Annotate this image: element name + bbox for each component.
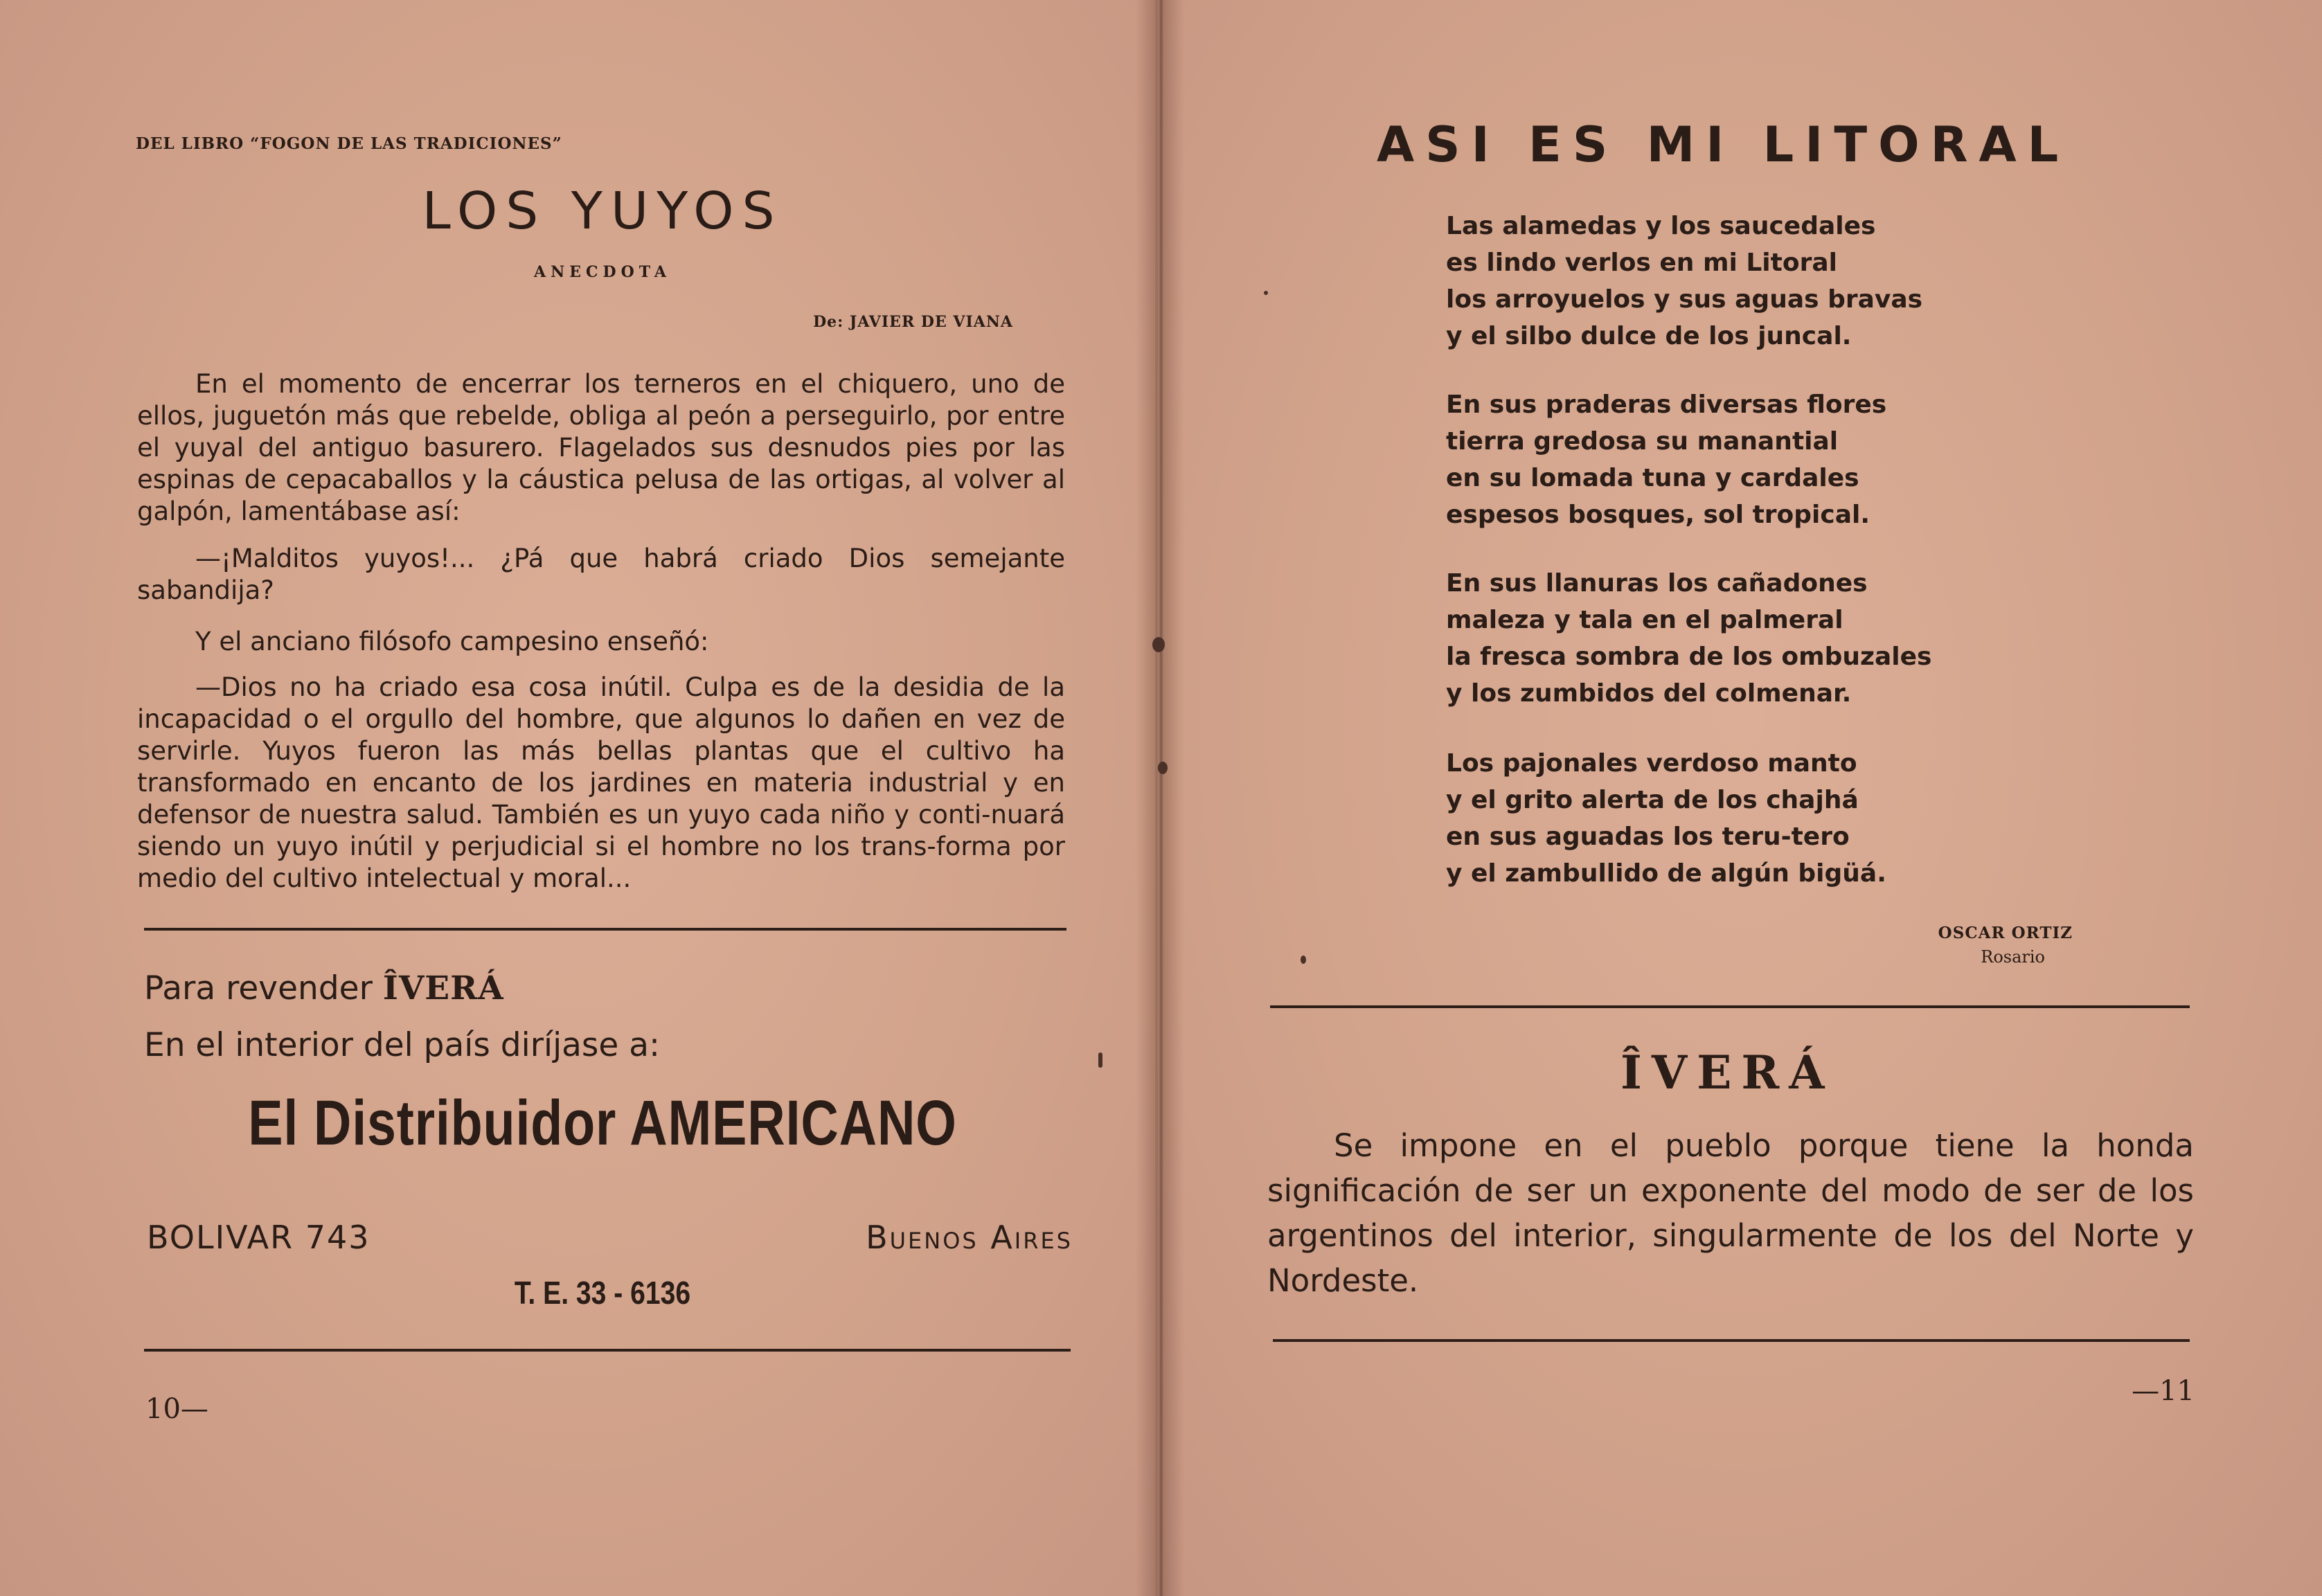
- poem-line: la fresca sombra de los ombuzales: [1446, 643, 1932, 671]
- binding-stitch: [1152, 637, 1165, 652]
- source-line: DEL LIBRO “FOGON DE LAS TRADICIONES”: [136, 134, 562, 153]
- ivera-title: ÎVERÁ: [1620, 1046, 1834, 1100]
- resell-brand: ÎVERÁ: [382, 969, 504, 1007]
- poem-line: espesos bosques, sol tropical.: [1446, 501, 1870, 529]
- poem-line: en sus aguadas los teru-tero: [1446, 823, 1850, 851]
- separator-rule: [1270, 1005, 2190, 1008]
- paper-speck: [1264, 291, 1268, 295]
- story-genre: ANECDOTA: [534, 263, 671, 281]
- poem-line: Las alamedas y los saucedales: [1446, 212, 1876, 240]
- poem-line: En sus llanuras los cañadones: [1446, 569, 1868, 598]
- ivera-description: Se impone en el pueblo porque tiene la honda significación de ser un exponente del modo de ser de los argentinos del interior, singularmente de los del Norte y Nordeste.: [1267, 1127, 2194, 1299]
- poem-title: ASI ES MI LITORAL: [1377, 116, 2070, 173]
- poem-stanza-3: [1446, 565, 1931, 712]
- poem-line: y el silbo dulce de los juncal.: [1446, 322, 1852, 350]
- story-paragraph-2: —¡Malditos yuyos!... ¿Pá que habrá criado Dios semejante sabandija?: [137, 544, 1065, 605]
- separator-rule: [144, 928, 1066, 931]
- distributor-phone: T. E. 33 - 6136: [514, 1275, 691, 1311]
- page-number-right: —11: [2132, 1375, 2195, 1407]
- distributor-city: Buenos Aires: [866, 1219, 1073, 1256]
- binding-stitch: [1158, 762, 1168, 774]
- poem-author: OSCAR ORTIZ: [1938, 924, 2073, 942]
- resell-line: [144, 969, 504, 1007]
- poem-author-city: Rosario: [1981, 947, 2045, 967]
- resell-prefix: Para revender: [144, 969, 373, 1007]
- separator-rule: [144, 1349, 1071, 1352]
- poem-line: En sus praderas diversas flores: [1446, 391, 1887, 419]
- paper-speck: [1301, 956, 1306, 964]
- poem-line: y el grito alerta de los chajhá: [1446, 786, 1859, 814]
- poem-line: en su lomada tuna y cardales: [1446, 464, 1859, 492]
- poem-line: tierra gredosa su manantial: [1446, 427, 1839, 456]
- separator-rule: [1273, 1339, 2190, 1342]
- poem-line: maleza y tala en el palmeral: [1446, 606, 1843, 634]
- paper-speck: [1098, 1052, 1102, 1068]
- poem-stanza-1: [1446, 208, 1922, 355]
- story-author: De: JAVIER DE VIANA: [813, 313, 1013, 331]
- distributor-address: BOLIVAR 743: [147, 1219, 370, 1256]
- story-paragraph-1: En el momento de encerrar los terneros en el chiquero, uno de ellos, juguetón más que rebelde, obliga al peón a perseguirlo, por entre el yuyal del antiguo basurero. Flagelados sus desnudos pies por las espinas de cepacaballos y la cáustica pelusa de las ortigas, al volver al galpón, lamentábase así:: [137, 369, 1065, 526]
- poem-line: y los zumbidos del colmenar.: [1446, 679, 1852, 708]
- story-title: LOS YUYOS: [422, 181, 783, 241]
- poem-line: los arroyuelos y sus aguas bravas: [1446, 285, 1923, 314]
- poem-line: es lindo verlos en mi Litoral: [1446, 249, 1837, 277]
- poem-line: Los pajonales verdoso manto: [1446, 749, 1857, 778]
- poem-stanza-2: [1446, 386, 1886, 533]
- story-paragraph-4: —Dios no ha criado esa cosa inútil. Culpa es de la desidia de la incapacidad o el orgullo del hombre, que algunos lo dañen en vez de servirle. Yuyos fueron las más bellas plantas que el cultivo ha transformado en encanto de los jardines en materia industrial y en defensor de nuestra salud. También es un yuyo cada niño y conti-nuará siendo un yuyo inútil y perjudicial si el hombre no los trans-forma por medio del cultivo intelectual y moral...: [137, 672, 1065, 893]
- story-paragraph-3: Y el anciano filósofo campesino enseñó:: [195, 627, 709, 656]
- poem-stanza-4: [1446, 745, 1886, 892]
- poem-line: y el zambullido de algún bigüá.: [1446, 859, 1886, 888]
- interior-line: En el interior del país diríjase a:: [144, 1026, 660, 1064]
- distributor-name: El Distribuidor AMERICANO: [248, 1088, 957, 1158]
- page-number-left: 10—: [145, 1393, 208, 1425]
